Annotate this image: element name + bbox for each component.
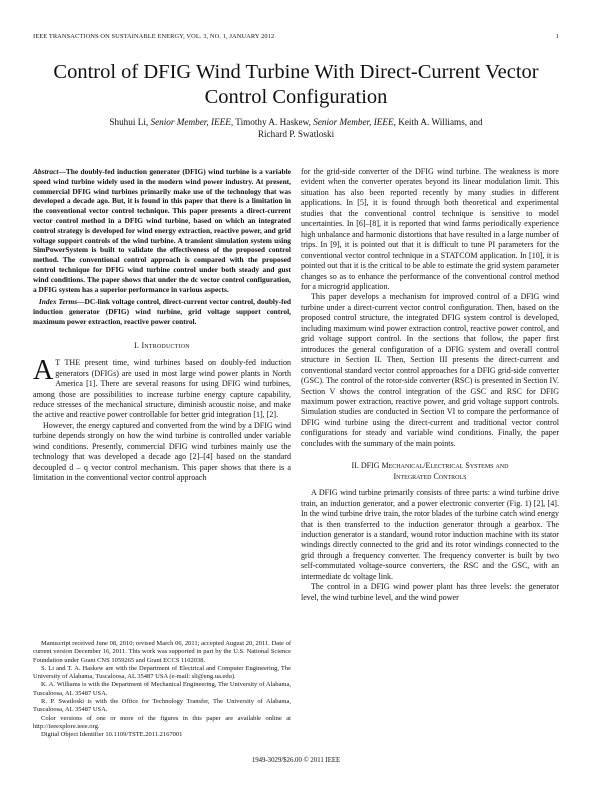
drop-cap: A: [33, 355, 54, 387]
footnote-line: Digital Object Identifier 10.1109/TSTE.2011.2167001: [41, 731, 183, 739]
footnote-line: K. A. Williams is with the Department of Mechanical Engineering, The University of Alabama, Tuscaloosa, AL 35487 USA.: [33, 681, 291, 697]
body-paragraph: This paper develops a mechanism for improved control of a DFIG wind turbine under a direct-current vector control configuration. Then, based on the proposed control structure, the integrated DFIG system control is developed, including maximum wind power extraction control, reactive power control, and grid voltage support control. In the sections that follow, the paper first introduces the general configuration of a DFIG system and overall control structure in Section II. Then, Section III presents the direct-current and conventional standard vector control approaches for a DFIG grid-side converter (GSC). The control of the rotor-side converter (RSC) is presented in Section IV. Section V shows the control integration of the GSC and RSC for DFIG maximum power extraction, reactive power, and grid voltage support controls. Simulation studies are conducted in Section VI to compare the performance of DFIG wind turbine using the direct-current and traditional vector control configurations for steady and variable wind conditions. Finally, the paper concludes with the summary of the main points.: [301, 292, 559, 448]
author-name: Richard P. Swatloski: [257, 128, 335, 139]
author-role: Senior Member, IEEE,: [150, 117, 234, 127]
abstract-label: Abstract: [33, 167, 59, 176]
body-paragraph: The control in a DFIG wind power plant has three levels: the generator level, the wind turbine level, and the wind power: [301, 582, 559, 602]
author-role: Senior Member, IEEE,: [313, 117, 396, 127]
paper-title: Control of DFIG Wind Turbine With Direct-Current Vector Control Configuration: [53, 61, 539, 108]
right-column: [301, 167, 559, 603]
copyright-footer: 1949-3029/$26.00 © 2011 IEEE: [251, 757, 341, 764]
author-list: [33, 117, 559, 140]
intro-paragraph-2: However, the energy captured and converted from the wind by a DFIG wind turbine depends strongly on how the wind turbine is controlled under variable wind conditions. Presently, commercial DFIG wind turbines mainly use the technology that was developed a decade ago [2]–[4] based on the standard decoupled d – q vector control mechanism. This paper shows that there is a limitation in the conventional vector control approach: [33, 420, 291, 483]
index-terms: [33, 297, 291, 326]
abstract: [33, 167, 291, 294]
abstract-text: —The doubly-fed induction generator (DFIG) wind turbine is a variable speed wind turbine widely used in the modern wind power industry. At present, commercial DFIG wind turbines primarily make use of the technology that was developed a decade ago. But, it is found in this paper that there is a limitation in the conventional vector control technique. This paper presents a direct-current vector control method in a DFIG wind turbine, based on which an integrated control strategy is developed for wind energy extraction, reactive power, and grid voltage support controls of the wind turbine. A transient simulation system using SimPowerSystem is built to validate the effectiveness of the proposed control method. The conventional control approach is compared with the proposed control technique for DFIG wind turbine control under both steady and gust wind conditions. The paper shows that under the dc vector control configuration, a DFIG system has a superior performance in various aspects.: [33, 167, 291, 294]
footnote-line: R. P. Swatloski is with the Office for Technology Transfer, The University of Alabama, Tuscaloosa, AL 35487 USA.: [33, 698, 291, 714]
footnote-line: Color versions of one or more of the figures in this paper are available online at http://ieeexplore.ieee.org.: [33, 714, 291, 730]
author-name: Timothy A. Haskew,: [235, 117, 311, 127]
left-column: [33, 167, 291, 484]
author-name: Keith A. Williams, and: [398, 117, 483, 127]
footnote-line: S. Li and T. A. Haskew are with the Department of Electrical and Computer Engineering, The University of Alabama, Tuscaloosa, AL 35487 USA (e-mail: sli@eng.ua.edu).: [33, 664, 291, 681]
running-header: [33, 33, 559, 43]
body-paragraph: for the grid-side converter of the DFIG wind turbine. The weakness is more evident when the converter operates beyond its linear modulation limit. This situation has also been reported recently by many studies in different applications. In [5], it is found through both theoretical and experimental studies that the conventional control technique is sensitive to model uncertainties. In [6]–[8], it is reported that wind farms periodically experience high unbalance and harmonic distortions that have resulted in a large number of trips. In [9], it is pointed out that it is difficult to tune PI parameters for the conventional vector control technique in a STATCOM application. In [10], it is pointed out that it is the critical to be able to estimate the grid system parameter changes so as to enhance the performance of the conventional control method for a microgrid application.: [301, 167, 559, 291]
footnote-line: Manuscript received June 08, 2010; revised March 06, 2011; accepted August 20, 2011. Date of current version December 16, 2011. This work was supported in part by the U.S. National Science Foundation under Grant CNS 1059265 and Grant ECCS 1102038.: [33, 640, 291, 664]
section-heading-dfig-systems: II. DFIG Mechanical/Electrical Systems and Integrated Controls: [351, 461, 509, 481]
index-terms-label: Index Terms: [38, 297, 78, 307]
intro-paragraph-1: A T THE present time, wind turbines based on doubly-fed induction generators (DFIGs) are used in most large wind power plants in North America [1]. There are several reasons for using DFIG wind turbines, among those are possibilities to increase turbine energy capture capability, reduce stresses of the mechanical structure, diminish acoustic noise, and make the active and reactive power controllable for better grid integration [1], [2].: [33, 355, 291, 420]
body-paragraph: A DFIG wind turbine primarily consists of three parts: a wind turbine drive train, an induction generator, and a power electronic converter (Fig. 1) [2], [4]. In the wind turbine drive train, the rotor blades of the turbine catch wind energy that is then transferred to the induction generator through a gearbox. The induction generator is a standard, wound rotor induction machine with its stator windings directly connected to the grid and its rotor windings connected to the grid through a frequency converter. The frequency converter is built by two self-commutated voltage-source converters, the RSC and the GSC, with an intermediate dc voltage link.: [301, 488, 559, 581]
author-name: Shuhui Li,: [109, 117, 149, 127]
page-number: 1: [555, 33, 559, 40]
section-heading-introduction: I. Introduction: [134, 340, 190, 350]
index-terms-text: —DC-link voltage control, direct-current vector control, doubly-fed induction generator (DFIG) wind turbine, grid voltage support control, maximum power extraction, reactive power control.: [33, 297, 291, 326]
footnote: [33, 640, 291, 740]
journal-name: IEEE TRANSACTIONS ON SUSTAINABLE ENERGY, VOL. 3, NO. 1, JANUARY 2012: [33, 33, 275, 40]
